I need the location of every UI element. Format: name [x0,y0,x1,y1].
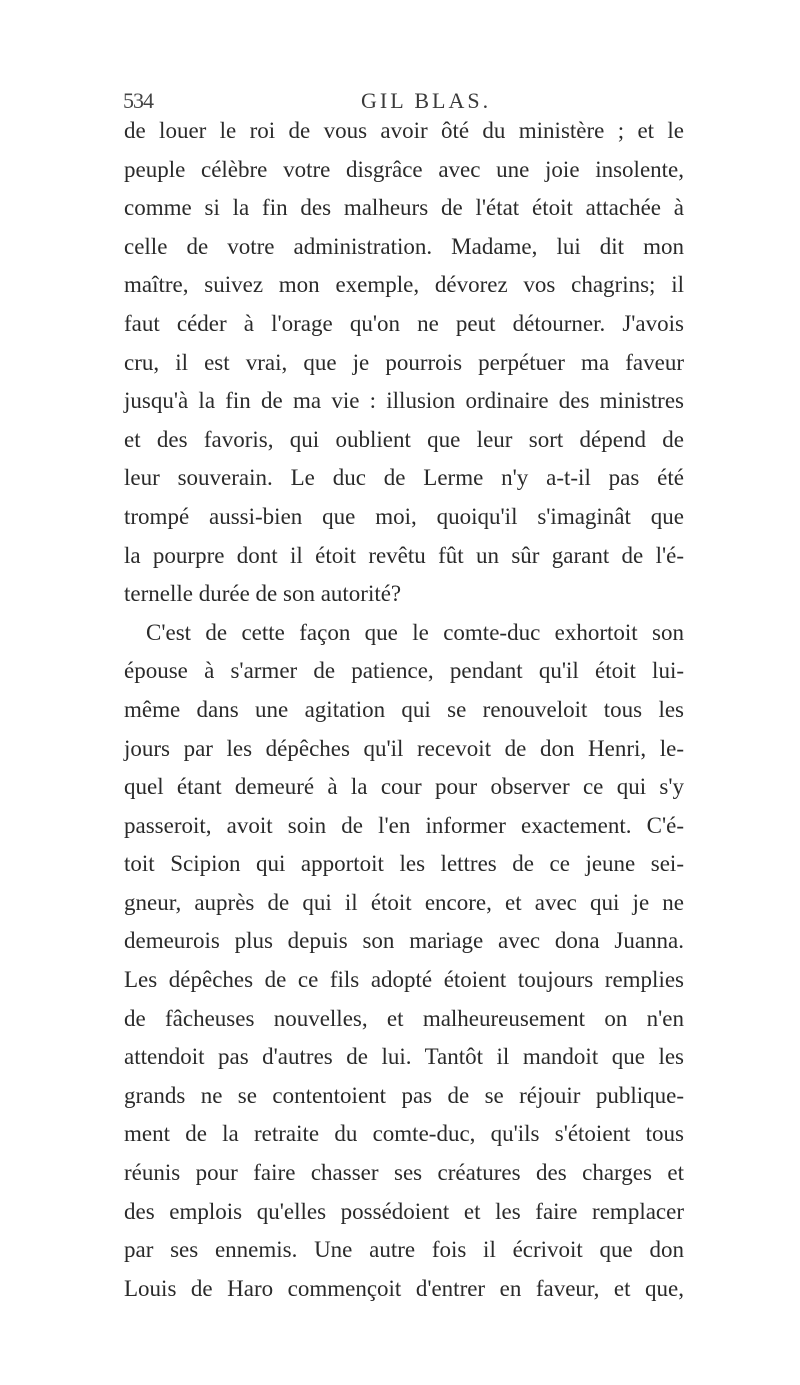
paragraph-start-line: C'est de cette façon que le comte-duc exhortoit son [146,619,684,645]
text-line: passeroit, avoit soin de l'en informer exactement. C'é- [124,812,684,838]
text-line: même dans une agitation qui se renouveloit tous les [124,696,684,722]
text-line: de louer le roi de vous avoir ôté du ministère ; et le [124,118,684,143]
text-line: demeurois plus depuis son mariage avec dona Juanna. [124,928,684,954]
text-line: faut céder à l'orage qu'on ne peut détourner. J'avois [124,310,684,336]
text-line: jours par les dépêches qu'il recevoit de don Henri, le- [124,735,684,761]
text-line: réunis pour faire chasser ses créatures des charges et [124,1160,684,1186]
paragraph-end-line: ternelle durée de son autorité? [124,581,402,607]
text-line: comme si la fin des malheurs de l'état étoit attachée à [124,195,684,221]
text-line: gneur, auprès de qui il étoit encore, et avec qui je ne [124,889,684,915]
text-line: jusqu'à la fin de ma vie : illusion ordinaire des ministres [124,388,684,414]
text-line: attendoit pas d'autres de lui. Tantôt il mandoit que les [124,1044,684,1070]
text-line: épouse à s'armer de patience, pendant qu'il étoit lui- [124,658,684,684]
text-line: maître, suivez mon exemple, dévorez vos chagrins; il [124,272,684,298]
text-line: et des favoris, qui oublient que leur sort dépend de [124,426,684,452]
text-line: peuple célèbre votre disgrâce avec une joie insolente, [124,156,684,182]
body-text [124,112,684,1308]
text-line: ment de la retraite du comte-duc, qu'ils s'étoient tous [124,1121,684,1147]
text-line: des emplois qu'elles possédoient et les faire remplacer [124,1198,684,1224]
running-head: GIL BLAS. [361,88,492,113]
text-line: de fâcheuses nouvelles, et malheureusement on n'en [124,1005,684,1031]
text-line: la pourpre dont il étoit revêtu fût un sûr garant de l'é- [124,542,684,568]
text-line: quel étant demeuré à la cour pour observer ce qui s'y [124,774,684,800]
text-line: grands ne se contentoient pas de se réjouir publique- [124,1082,684,1108]
text-line: leur souverain. Le duc de Lerme n'y a-t-il pas été [124,465,684,491]
text-line: celle de votre administration. Madame, lui dit mon [124,233,684,259]
text-line: cru, il est vrai, que je pourrois perpétuer ma faveur [124,349,684,375]
text-line: toit Scipion qui apportoit les lettres de ce jeune sei- [124,851,684,877]
text-line: trompé aussi-bien que moi, quoiqu'il s'imaginât que [124,503,684,529]
text-line: Louis de Haro commençoit d'entrer en faveur, et que, [124,1275,684,1301]
text-line: Les dépêches de ce fils adopté étoient toujours remplies [124,967,684,993]
page-number: 534 [123,88,153,113]
text-line: par ses ennemis. Une autre fois il écrivoit que don [124,1237,684,1263]
